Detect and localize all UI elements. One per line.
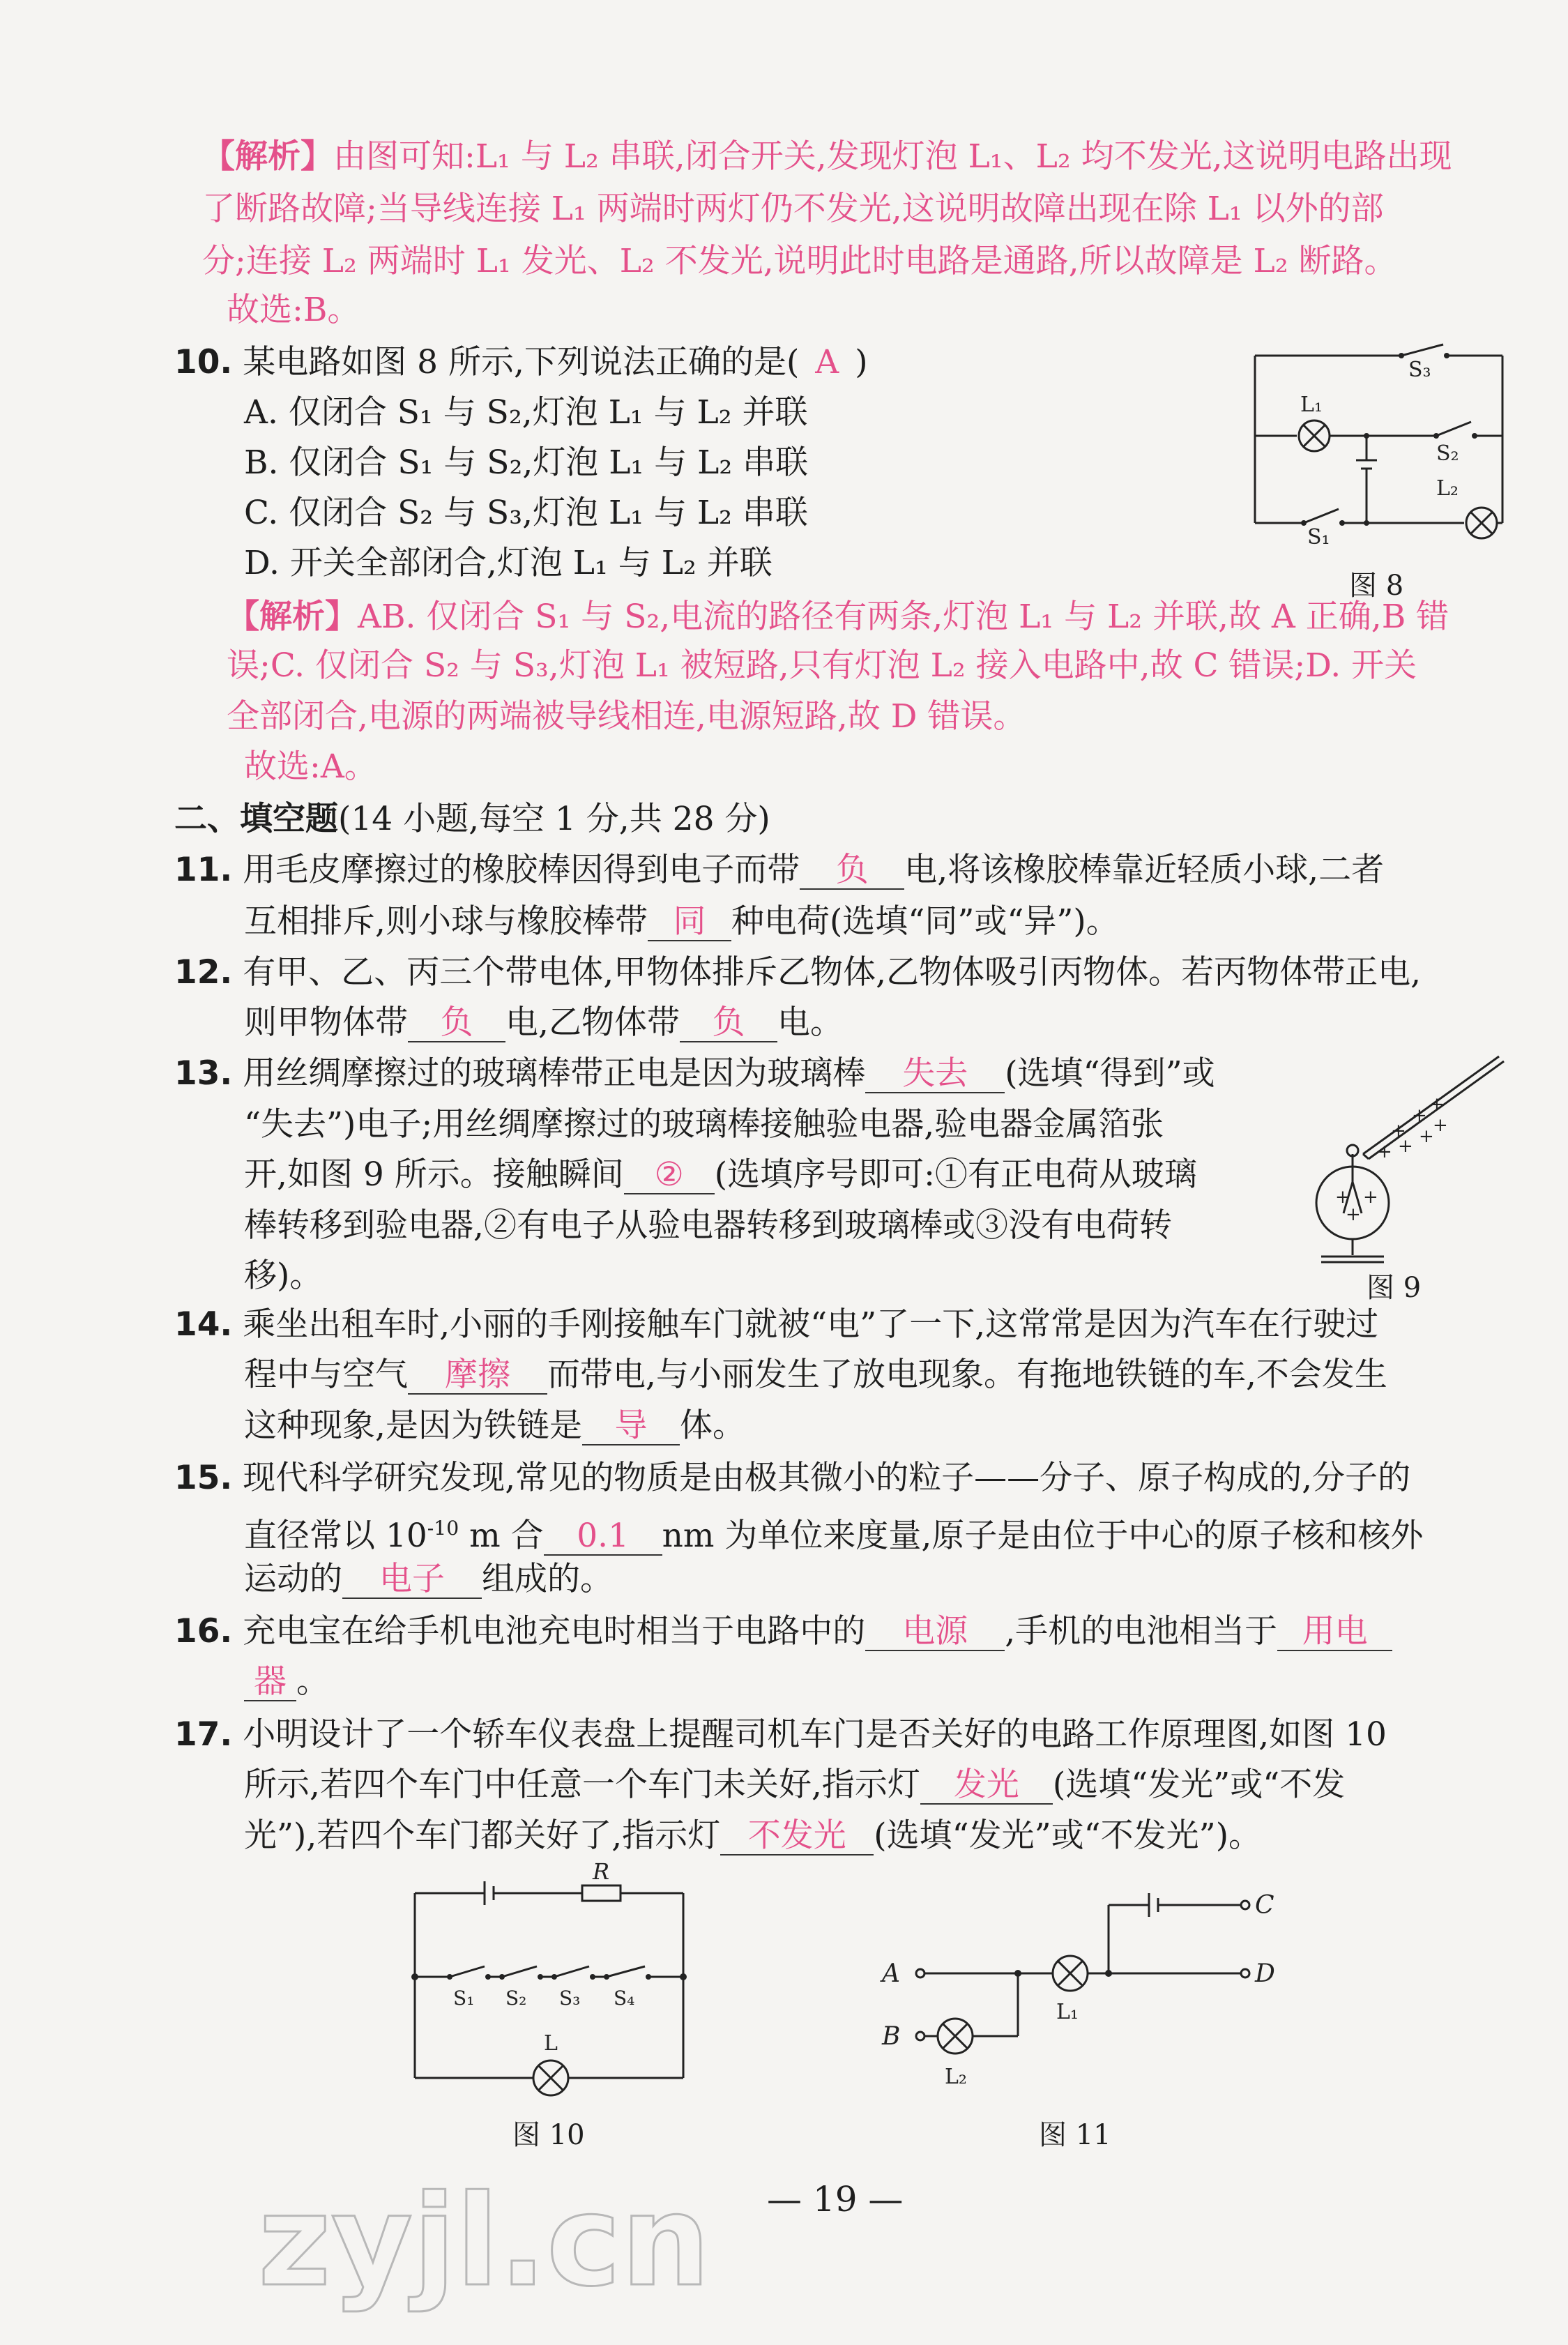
question-17-line-1: 17. 小明设计了一个轿车仪表盘上提醒司机车门是否关好的电路工作原理图,如图 10 [174, 1715, 1387, 1754]
svg-text:+: + [1363, 1187, 1378, 1208]
question-12-line-2: 则甲物体带 负 电,乙物体带 负 电。 [244, 1003, 843, 1042]
question-11-line-2: 互相排斥,则小球与橡胶棒带 同 种电荷(选填“同”或“异”)。 [244, 902, 1119, 941]
q13-blank-2: ② [624, 1157, 715, 1194]
q12-blank-1: 负 [408, 1005, 505, 1042]
q10-option-d: D. 开关全部闭合,灯泡 L₁ 与 L₂ 并联 [244, 544, 772, 582]
q11-blank-2: 同 [648, 904, 731, 941]
fig11-label-l1: L₁ [1056, 2000, 1079, 2024]
q14-blank-2: 导 [582, 1408, 680, 1445]
question-16-line-1: 16. 充电宝在给手机电池充电时相当于电路中的 电源 ,手机的电池相当于 用电 [174, 1611, 1392, 1653]
question-14-line-3: 这种现象,是因为铁链是 导 体。 [244, 1406, 745, 1445]
fig8-label-l1: L₁ [1300, 393, 1323, 417]
watermark: zyjl.cn [258, 2169, 710, 2314]
q10-option-c: C. 仅闭合 S₂ 与 S₃,灯泡 L₁ 与 L₂ 串联 [244, 494, 808, 532]
q10-option-a: A. 仅闭合 S₁ 与 S₂,灯泡 L₁ 与 L₂ 并联 [244, 393, 808, 432]
figure-10-circuit [404, 1855, 704, 2106]
page-number: — 19 — [767, 2179, 904, 2219]
fig10-label-s2: S₂ [505, 1987, 527, 2010]
fig8-label-s2: S₂ [1436, 441, 1459, 466]
question-15-line-3: 运动的 电子 组成的。 [244, 1560, 613, 1598]
fig11-label-l2: L₂ [945, 2065, 967, 2089]
section-2-heading: 二、填空题(14 小题,每空 1 分,共 28 分) [174, 800, 770, 838]
analysis-9-line-1: 【解析】由图可知:L₁ 与 L₂ 串联,闭合开关,发现灯泡 L₁、L₂ 均不发光,这说明电路出现 [202, 137, 1452, 176]
fig10-label-s3: S₃ [559, 1987, 581, 2010]
question-13-line-5: 移)。 [244, 1257, 323, 1295]
figure-8-caption: 图 8 [1349, 570, 1404, 602]
q17-blank-2: 不发光 [720, 1818, 874, 1855]
svg-text:+: + [1398, 1136, 1413, 1157]
q14-blank-1: 摩擦 [408, 1357, 547, 1395]
analysis-tag: 【解析】 [202, 137, 333, 176]
svg-text:+: + [1412, 1105, 1427, 1126]
svg-text:+: + [1377, 1141, 1392, 1162]
fig8-label-s1: S₁ [1307, 525, 1330, 549]
q17-blank-1: 发光 [920, 1767, 1053, 1805]
question-10-stem: 10. 某电路如图 8 所示,下列说法正确的是( A ) [174, 342, 868, 384]
question-16-line-2: 器 。 [244, 1661, 329, 1703]
question-13-line-3: 开,如图 9 所示。接触瞬间 ② (选填序号即可:①有正电荷从玻璃 [244, 1155, 1197, 1194]
svg-text:+: + [1346, 1204, 1361, 1225]
analysis-10-line-3: 全部闭合,电源的两端被导线相连,电源短路,故 D 错误。 [227, 697, 1026, 736]
question-17-line-3: 光”),若四个车门都关好了,指示灯 不发光 (选填“发光”或“不发光”)。 [244, 1816, 1262, 1855]
svg-text:+: + [1335, 1187, 1350, 1208]
figure-10-caption: 图 10 [512, 2119, 585, 2151]
fig11-label-a: A [882, 1959, 900, 1988]
svg-text:+: + [1429, 1094, 1445, 1115]
figure-11-circuit [878, 1862, 1275, 2106]
analysis-10-line-1: 【解析】AB. 仅闭合 S₁ 与 S₂,电流的路径有两条,灯泡 L₁ 与 L₂ 并联,故 A 正确,B 错 [227, 598, 1449, 636]
q10-answer: A [815, 343, 839, 381]
fig10-label-s4: S₄ [614, 1987, 635, 2010]
question-15-line-1: 15. 现代科学研究发现,常见的物质是由极其微小的粒子——分子、原子构成的,分子的 [174, 1459, 1411, 1497]
question-13-line-1: 13. 用丝绸摩擦过的玻璃棒带正电是因为玻璃棒 失去 (选填“得到”或 [174, 1054, 1215, 1093]
q11-blank-1: 负 [800, 852, 904, 890]
q13-blank-1: 失去 [865, 1056, 1005, 1093]
q12-blank-2: 负 [680, 1005, 777, 1042]
q16-blank-1: 电源 [865, 1614, 1005, 1651]
q10-option-b: B. 仅闭合 S₁ 与 S₂,灯泡 L₁ 与 L₂ 串联 [244, 443, 809, 482]
question-17-line-2: 所示,若四个车门中任意一个车门未关好,指示灯 发光 (选填“发光”或“不发 [244, 1766, 1346, 1804]
svg-text:+: + [1433, 1115, 1448, 1136]
analysis-9-line-4: 故选:B。 [227, 291, 360, 329]
question-15-line-2: 直径常以 $10^{-10}$ m 合 0.1 nm 为单位来度量,原子是由位于中心的原子核和核外 [244, 1516, 1424, 1555]
svg-text:+: + [1419, 1126, 1434, 1147]
figure-9-caption: 图 9 [1367, 1272, 1422, 1304]
svg-text:+: + [1391, 1121, 1406, 1141]
question-14-line-1: 14. 乘坐出租车时,小丽的手刚接触车门就被“电”了一下,这常常是因为汽车在行驶过 [174, 1305, 1379, 1344]
analysis-10-line-4: 故选:A。 [244, 747, 377, 786]
fig10-label-r: R [593, 1858, 610, 1885]
analysis-10-line-2: 误;C. 仅闭合 S₂ 与 S₃,灯泡 L₁ 被短路,只有灯泡 L₂ 接入电路中,故 C 错误;D. 开关 [227, 646, 1417, 685]
fig10-label-l: L [544, 2031, 558, 2056]
figure-8-circuit [1241, 335, 1520, 565]
analysis-9-line-3: 分;连接 L₂ 两端时 L₁ 发光、L₂ 不发光,说明此时电路是通路,所以故障是 L₂ 断路。 [202, 242, 1397, 280]
fig10-label-s1: S₁ [453, 1987, 475, 2010]
fig11-label-d: D [1255, 1959, 1275, 1988]
fig8-label-l2: L₂ [1436, 476, 1459, 501]
question-12-line-1: 12. 有甲、乙、丙三个带电体,甲物体排斥乙物体,乙物体吸引丙物体。若丙物体带正电, [174, 953, 1422, 992]
q16-blank-2: 用电 [1277, 1614, 1392, 1651]
question-14-line-2: 程中与空气 摩擦 而带电,与小丽发生了放电现象。有拖地铁链的车,不会发生 [244, 1356, 1387, 1394]
fig8-label-s3: S₃ [1408, 358, 1431, 382]
figure-9-electroscope [1307, 1053, 1516, 1269]
question-13-line-4: 棒转移到验电器,②有电子从验电器转移到玻璃棒或③没有电荷转 [244, 1206, 1172, 1245]
fig11-label-c: C [1255, 1891, 1274, 1920]
q15-blank-2: 电子 [342, 1561, 482, 1599]
figure-11-caption: 图 11 [1039, 2119, 1111, 2151]
q15-blank-1: 0.1 [544, 1518, 662, 1556]
fig11-label-b: B [882, 2022, 901, 2051]
analysis-9-line-2: 了断路故障;当导线连接 L₁ 两端时两灯仍不发光,这说明故障出现在除 L₁ 以外的部 [202, 190, 1384, 228]
question-13-line-2: “失去”)电子;用丝绸摩擦过的玻璃棒接触验电器,验电器金属箔张 [244, 1105, 1164, 1144]
question-11-line-1: 11. 用毛皮摩擦过的橡胶棒因得到电子而带 负 电,将该橡胶棒靠近轻质小球,二者 [174, 851, 1385, 889]
